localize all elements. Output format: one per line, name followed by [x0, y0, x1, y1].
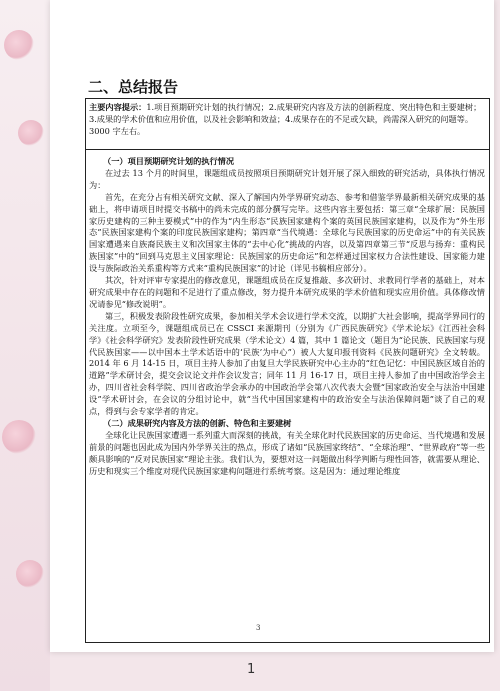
page-number: 1 [247, 662, 256, 677]
flower-decoration [4, 30, 34, 60]
flower-decoration [16, 560, 44, 588]
section-title: 二、总结报告 [88, 78, 179, 96]
background-decoration [0, 0, 50, 691]
paragraph: 首先，在充分占有相关研究文献、深入了解国内外学界研究动态、参考和借鉴学界最新相关研究成果的基础上，将申请项目时提交书稿中的尚未完成的部分撰写完毕。这些内容主要包括：第三章“全球扩展：民族国家历史建构的三种主要模式”中的作为“内生形态”民族国家建构个案的英国民族国家建构，以及作为“外生形态”民族国家建构个案的印度民族国家建构；第四章“当代境遇：全球化与民族国家的历史命运”中的有关民族国家遭遇来自族裔民族主义和次国家主体的“去中心化”挑战的内容，以及第四章第三节“反思与扬弃：重构民族国家”中的“回到马克思主义国家理论：民族国家的历史命运”和怎样通过国家权力合法性建设、国家能力建设与族际政治关系重构等方式来“重构民族国家”的讨论（详见书稿相应部分）。 [89, 191, 485, 274]
table-divider [85, 149, 489, 150]
paragraph: 全球化让民族国家遭遇一系列重大而深刻的挑战，有关全球化时代民族国家的历史命运、当代境遇和发展前景的问题也因此成为国内外学界关注的热点，形成了诸如“民族国家终结”、“全球治理”、“世界政府”等一些颇具影响的“反对民族国家”理论主张。我们认为，要想对这一问题做出科学判断与理性回答，就需要从理论、历史和现实三个维度对现代民族国家建构问题进行系统考察。这是因为：通过理论维度 [89, 429, 485, 476]
tips-cell [89, 101, 485, 137]
paragraph: 第三，积极发表阶段性研究成果，参加相关学术会议进行学术交流，以期扩大社会影响，提高学界同行的关注度。立项至今，课题组成员已在 CSSCI 来源期刊（分别为《广西民族研究》《学术论坛》《江西社会科学》《社会科学研究》发表阶段性研究成果（学术论文）4 篇，其中 1 篇论文（题目为“论民族、民族国家与现代民族国家——以中国本土学术话语中的‘民族’为中心”）被人大复印报刊资料《民族问题研究》全文转载。2014 年 6 月 14-15 日，项目主持人参加了由复旦大学民族研究中心主办的“红色记忆：中国民族区域自治的道路”学术研讨会，提交会议论文并作会议发言；同年 11 月 16-17 日，项目主持人参加了由中国政治学会主办，四川省社会科学院、四川省政治学会承办的中国政治学会第八次代表大会暨“国家政治安全与法治中国建设”学术研讨会，在会议的分组讨论中，就“当代中国国家建构中的政治安全与法治保障问题”谈了自己的观点，得到与会专家学者的肯定。 [89, 310, 485, 417]
paragraph: 在过去 13 个月的时间里，课题组成员按照项目预期研究计划开展了深入细致的研究活动，具体执行情况为： [89, 167, 485, 190]
report-content [89, 156, 485, 477]
flower-decoration [2, 420, 36, 454]
paragraph: 其次，针对评审专家提出的修改意见，课题组成员在反复推敲、多次研讨、求教同行学者的基础上，对本研究成果中存在的问题和不足进行了重点修改，努力提升本研究成果的学术价值和现实应用价值。具体修改情况请参见“修改说明”。 [89, 275, 485, 309]
heading-innovation: （二）成果研究内容及方法的创新、特色和主要建树 [103, 417, 292, 428]
inner-page-number: 3 [256, 624, 261, 632]
tips-label: 主要内容提示： [89, 102, 147, 112]
heading-execution: （一）项目预期研究计划的执行情况 [103, 156, 235, 166]
flower-decoration [18, 120, 44, 146]
tips-text: 1.项目预期研究计划的执行情况；2.成果研究内容及方法的创新程度、突出特色和主要建树；3.成果的学术价值和应用价值，以及社会影响和效益；4.成果存在的不足或欠缺，尚需深入研究的问题等。3000 字左右。 [89, 102, 482, 136]
